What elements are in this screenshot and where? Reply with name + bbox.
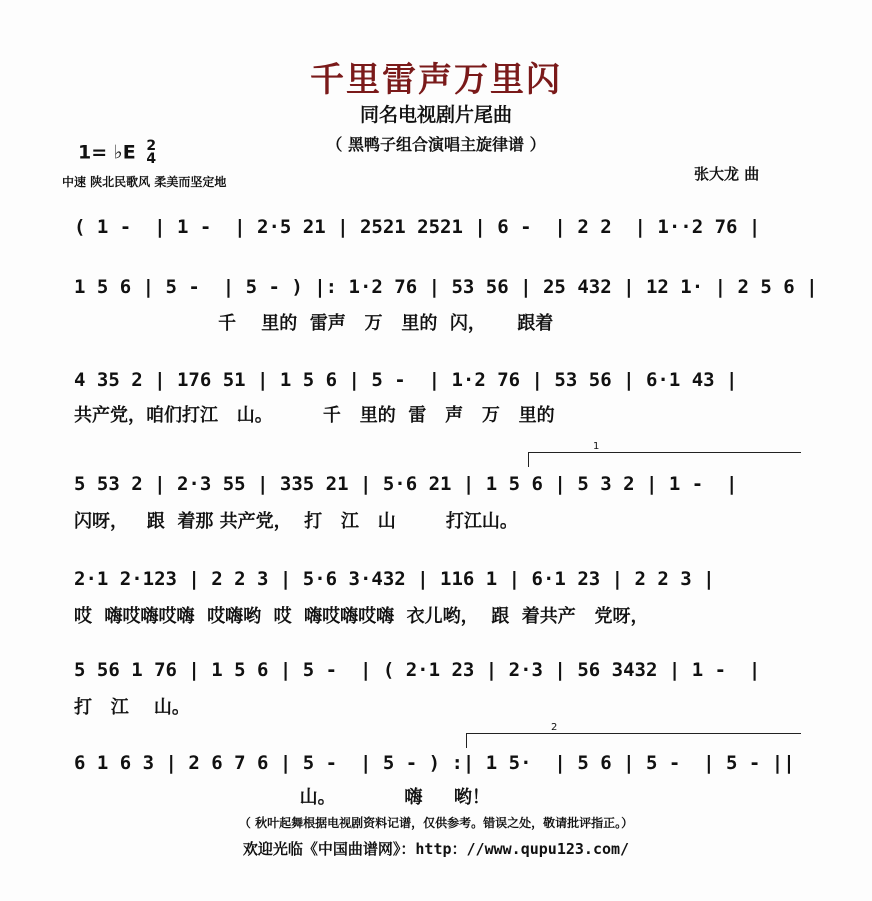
score-line-1: ( 1 - | 1 - | 2·5 21 | 2521 2521 | 6 - | 2 2 | 1··2 76 | [74, 216, 761, 238]
key-signature [78, 140, 156, 166]
volta-1-bracket [528, 441, 801, 467]
transcription-credit: （ 秋叶起舞根据电视剧资料记谱，仅供参考。错误之处，敬请批评指正。） [238, 816, 634, 830]
time-sig-top: 2 [146, 138, 157, 154]
song-subtitle: 同名电视剧片尾曲 [359, 104, 512, 126]
composer: 张大龙 曲 [694, 165, 760, 183]
score-line-7: 6 1 6 3 | 2 6 7 6 | 5 - | 5 - ) :| 1 5· | 5 6 | 5 - | 5 - || [74, 752, 795, 774]
lyrics-line-3: 共产党，咱们打江 山。 千 里的 雷 声 万 里的 [74, 405, 555, 426]
lyrics-line-5: 哎 嗨哎嗨哎嗨 哎嗨哟 哎 嗨哎嗨哎嗨 衣儿哟， 跟 着共产 党呀， [74, 606, 649, 627]
lyrics-line-7: 山。 嗨 哟！ [74, 787, 490, 808]
lyrics-line-2: 千 里的 雷声 万 里的 闪， 跟着 [74, 313, 554, 334]
site-url[interactable]: http：//www.qupu123.com/ [415, 840, 630, 858]
lyrics-line-6: 打 江 山。 [74, 697, 190, 718]
volta-2-label: 2 [551, 722, 558, 733]
score-line-4: 5 53 2 | 2·3 55 | 335 21 | 5·6 21 | 1 5 6 | 5 3 2 | 1 - | [74, 473, 738, 495]
score-line-2: 1 5 6 | 5 - | 5 - ) |: 1·2 76 | 53 56 | 25 432 | 12 1· | 2 5 6 | [74, 276, 818, 298]
site-label: 欢迎光临《中国曲谱网》： [242, 840, 416, 858]
performer-note: （ 黑鸭子组合演唱主旋律谱 ） [326, 135, 546, 154]
score-line-3: 4 35 2 | 176 51 | 1 5 6 | 5 - | 1·2 76 | 53 56 | 6·1 43 | [74, 369, 738, 391]
score-line-6: 5 56 1 76 | 1 5 6 | 5 - | ( 2·1 23 | 2·3 | 56 3432 | 1 - | [74, 659, 761, 681]
lyrics-line-4: 闪呀， 跟 着那 共产党， 打 江 山 打江山。 [74, 511, 518, 532]
volta-1-label: 1 [593, 441, 600, 452]
song-title: 千里雷声万里闪 [310, 60, 562, 100]
volta-2-bracket [466, 722, 801, 748]
tempo-style: 中速 陕北民歌风 柔美而坚定地 [62, 175, 227, 189]
site-footer [0, 838, 872, 859]
time-sig-bottom: 4 [146, 151, 157, 167]
score-line-5: 2·1 2·123 | 2 2 3 | 5·6 3·432 | 116 1 | 6·1 23 | 2 2 3 | [74, 568, 715, 590]
key-label: 1= ♭E [78, 141, 136, 164]
time-signature [146, 140, 156, 166]
